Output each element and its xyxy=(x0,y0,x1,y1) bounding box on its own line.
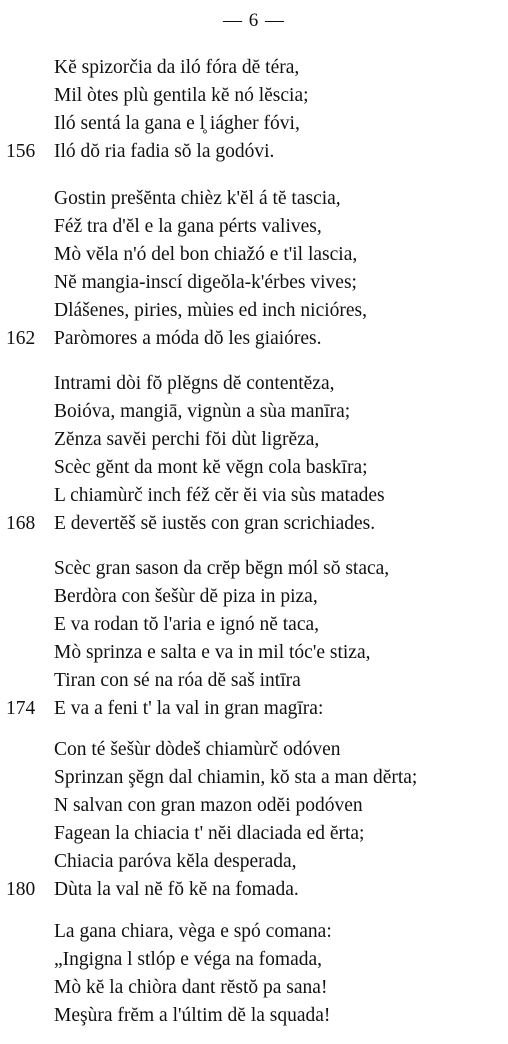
verse-line xyxy=(0,848,508,876)
verse-line xyxy=(0,297,508,325)
verse-text: E va a feni t' la val in gran magīra: xyxy=(54,698,324,719)
line-number: 168 xyxy=(6,513,36,534)
verse-line xyxy=(0,555,508,583)
line-number: 180 xyxy=(6,879,36,900)
verse-text: Zĕnza savĕi perchi fŏi dùt ligrĕza, xyxy=(54,429,320,450)
verse-text: Intrami dòi fŏ plĕgns dĕ contentĕza, xyxy=(54,373,335,394)
verse-line xyxy=(0,611,508,639)
verse-text: Gostin prešĕnta chièz k'ĕl á tĕ tascia, xyxy=(54,188,341,209)
verse-line xyxy=(0,82,508,110)
verse-text: Mò kĕ la chiòra dant rĕstŏ pa sana! xyxy=(54,977,328,998)
verse-text: Meşùra frĕm a l'últim dĕ la squada! xyxy=(54,1005,331,1026)
verse-line xyxy=(0,269,508,297)
verse-line xyxy=(0,110,508,138)
verse-text: Chiacia paróva kĕla desperada, xyxy=(54,851,297,872)
verse-text: Tiran con sé na róa dĕ saš intīra xyxy=(54,670,301,691)
verse-text: Iló sentá la gana e l̥ iágher fóvi, xyxy=(54,113,300,134)
verse-line xyxy=(0,398,508,426)
verse-line xyxy=(0,918,508,946)
stanza-4 xyxy=(0,555,508,723)
verse-line xyxy=(0,510,508,538)
verse-line xyxy=(0,370,508,398)
verse-text: Boióva, mangiā, vignùn a sùa manīra; xyxy=(54,401,351,422)
verse-text: Mò vĕla n'ó del bon chiažó e t'il lascia, xyxy=(54,244,358,265)
stanza-5 xyxy=(0,736,508,904)
verse-text: Fagean la chiacia t' nĕi dlaciada ed ĕrta; xyxy=(54,823,365,844)
verse-text: Dlášenes, piries, mùies ed inch nicióres, xyxy=(54,300,367,321)
stanza-2 xyxy=(0,185,508,353)
verse-line xyxy=(0,736,508,764)
verse-line xyxy=(0,876,508,904)
line-number: 156 xyxy=(6,141,36,162)
verse-line xyxy=(0,974,508,1002)
verse-line xyxy=(0,639,508,667)
verse-text: Dùta la val nĕ fŏ kĕ na fomada. xyxy=(54,879,299,900)
stanza-6 xyxy=(0,918,508,1030)
verse-line xyxy=(0,946,508,974)
verse-line xyxy=(0,695,508,723)
line-number: 162 xyxy=(6,328,36,349)
verse-line xyxy=(0,792,508,820)
verse-line xyxy=(0,482,508,510)
line-number: 174 xyxy=(6,698,36,719)
verse-text: Nĕ mangia-inscí digeŏla-k'érbes vives; xyxy=(54,272,357,293)
verse-text: N salvan con gran mazon odĕi podóven xyxy=(54,795,363,816)
verse-line xyxy=(0,241,508,269)
verse-line xyxy=(0,54,508,82)
verse-text: „Ingigna l stlóp e véga na fomada, xyxy=(54,949,323,970)
verse-line xyxy=(0,426,508,454)
stanza-3 xyxy=(0,370,508,538)
verse-line xyxy=(0,764,508,792)
verse-text: La gana chiara, vèga e spó comana: xyxy=(54,921,332,942)
verse-text: Iló dŏ ria fadia sŏ la godóvi. xyxy=(54,141,275,162)
verse-text: Mil òtes plù gentila kĕ nó lĕscia; xyxy=(54,85,309,106)
verse-line xyxy=(0,138,508,166)
verse-text: Féž tra d'ĕl e la gana pérts valives, xyxy=(54,216,322,237)
stanza-1 xyxy=(0,54,508,166)
verse-text: Kĕ spizorčia da iló fóra dĕ téra, xyxy=(54,57,300,78)
verse-line xyxy=(0,583,508,611)
page-number: — 6 — xyxy=(223,10,285,31)
verse-text: E va rodan tŏ l'aria e ignó nĕ taca, xyxy=(54,614,320,635)
verse-line xyxy=(0,325,508,353)
verse-line xyxy=(0,667,508,695)
verse-line xyxy=(0,213,508,241)
verse-line xyxy=(0,1002,508,1030)
verse-text: Paròmores a móda dŏ les giaióres. xyxy=(54,328,322,349)
verse-text: Scèc gĕnt da mont kĕ vĕgn cola baskīra; xyxy=(54,457,368,478)
verse-line xyxy=(0,454,508,482)
verse-text: Mò sprinza e salta e va in mil tóc'e stiza, xyxy=(54,642,371,663)
verse-text: Berdòra con šešùr dĕ piza in piza, xyxy=(54,586,318,607)
verse-text: E devertĕš sĕ iustĕs con gran scrichiades. xyxy=(54,513,376,534)
verse-line xyxy=(0,820,508,848)
verse-text: Con té šešùr dòdeš chiamùrč odóven xyxy=(54,739,341,760)
verse-text: Scèc gran sason da crĕp bĕgn mól sŏ staca, xyxy=(54,558,390,579)
verse-text: L chiamùrč inch féž cĕr ĕi via sùs matades xyxy=(54,485,385,506)
verse-line xyxy=(0,185,508,213)
verse-text: Sprinzan şĕgn dal chiamin, kŏ sta a man dĕrta; xyxy=(54,767,418,788)
